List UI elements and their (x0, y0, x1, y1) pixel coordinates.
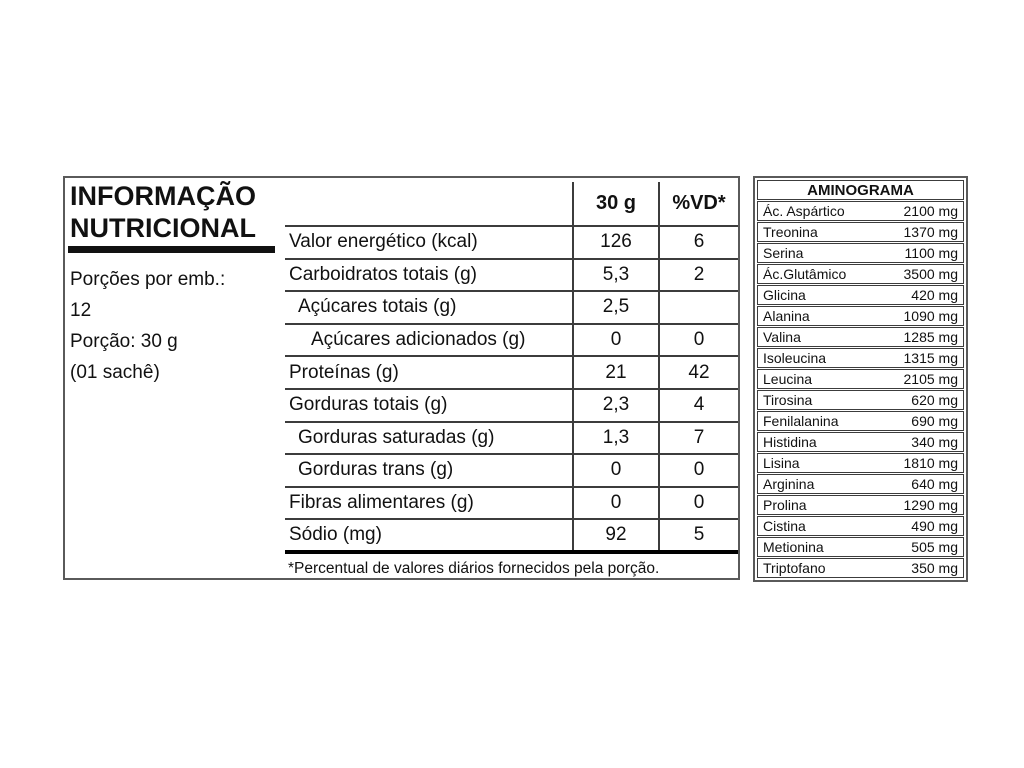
nutrient-amount: 2,3 (573, 389, 659, 422)
nutrient-dv: 5 (659, 519, 738, 552)
nutrient-label: Gorduras trans (g) (285, 454, 573, 487)
table-row (285, 422, 738, 455)
list-item (757, 411, 964, 431)
amino-acid-amount: 2105 mg (903, 371, 958, 387)
list-item (757, 558, 964, 578)
nutrient-label: Sódio (mg) (285, 519, 573, 552)
servings-per-package-label: Porções por emb.: (70, 269, 226, 290)
amino-acid-name: Valina (763, 329, 801, 345)
list-item (757, 243, 964, 263)
amino-acid-name: Histidina (763, 434, 817, 450)
amino-acid-name: Tirosina (763, 392, 813, 408)
nutrient-dv: 42 (659, 356, 738, 389)
amino-acid-amount: 340 mg (911, 434, 958, 450)
amino-acid-name: Ác. Aspártico (763, 203, 845, 219)
amino-acid-name: Triptofano (763, 560, 826, 576)
amino-acid-name: Serina (763, 245, 804, 261)
daily-value-footnote: *Percentual de valores diários fornecidos pela porção. (288, 560, 660, 577)
nutrient-label: Gorduras saturadas (g) (285, 422, 573, 455)
nutrient-amount: 2,5 (573, 291, 659, 324)
aminogram-title: AMINOGRAMA (757, 180, 964, 200)
amino-acid-amount: 1100 mg (904, 245, 958, 261)
list-item (757, 348, 964, 368)
nutrition-facts-title: INFORMAÇÃO NUTRICIONAL (70, 181, 256, 243)
amino-acid-amount: 505 mg (911, 539, 958, 555)
nutrient-amount: 1,3 (573, 422, 659, 455)
nutrient-amount: 92 (573, 519, 659, 552)
amino-acid-amount: 1810 mg (903, 455, 958, 471)
portion-note: (01 sachê) (70, 362, 160, 383)
nutrient-amount: 0 (573, 487, 659, 520)
nutrient-label: Fibras alimentares (g) (285, 487, 573, 520)
amino-acid-amount: 620 mg (911, 392, 958, 408)
servings-per-package-value: 12 (70, 300, 92, 321)
list-item (757, 264, 964, 284)
table-row (285, 519, 738, 552)
nutrient-amount: 0 (573, 454, 659, 487)
nutrient-dv (659, 291, 738, 324)
amino-acid-amount: 1370 mg (903, 224, 958, 240)
table-row (285, 291, 738, 324)
list-item (757, 516, 964, 536)
table-row (285, 259, 738, 292)
nutrient-dv: 0 (659, 487, 738, 520)
amino-acid-amount: 1290 mg (903, 497, 958, 513)
amino-acid-amount: 1285 mg (903, 329, 958, 345)
nutrition-table (285, 182, 738, 554)
list-item (757, 495, 964, 515)
list-item (757, 537, 964, 557)
amino-acid-amount: 490 mg (911, 518, 958, 534)
nutrient-dv: 6 (659, 226, 738, 259)
amino-acid-amount: 420 mg (911, 287, 958, 303)
amino-acid-name: Isoleucina (763, 350, 827, 366)
nutrient-label: Açúcares totais (g) (285, 291, 573, 324)
table-row (285, 487, 738, 520)
amino-acid-name: Alanina (763, 308, 810, 324)
nutrient-dv: 4 (659, 389, 738, 422)
amino-acid-amount: 640 mg (911, 476, 958, 492)
nutrient-amount: 0 (573, 324, 659, 357)
amino-acid-name: Ác.Glutâmico (763, 266, 847, 282)
table-row (285, 324, 738, 357)
portion-size: Porção: 30 g (70, 331, 178, 352)
nutrient-label: Açúcares adicionados (g) (285, 324, 573, 357)
table-row (285, 356, 738, 389)
amino-acid-name: Cistina (763, 518, 806, 534)
amino-acid-amount: 1315 mg (903, 350, 958, 366)
table-row (285, 454, 738, 487)
nutrition-table-header-row (285, 182, 738, 226)
nutrient-label: Valor energético (kcal) (285, 226, 573, 259)
nutrient-dv: 0 (659, 324, 738, 357)
package-info (70, 264, 225, 388)
list-item (757, 369, 964, 389)
amino-acid-name: Leucina (763, 371, 813, 387)
header-dv-column: %VD* (659, 182, 738, 226)
amino-acid-name: Fenilalanina (763, 413, 839, 429)
amino-acid-name: Arginina (763, 476, 815, 492)
nutrition-facts-panel (63, 176, 740, 580)
nutrient-dv: 2 (659, 259, 738, 292)
table-row (285, 389, 738, 422)
amino-acid-amount: 350 mg (911, 560, 958, 576)
list-item (757, 474, 964, 494)
list-item (757, 306, 964, 326)
amino-acid-amount: 1090 mg (903, 308, 958, 324)
nutrient-dv: 0 (659, 454, 738, 487)
nutrient-amount: 21 (573, 356, 659, 389)
header-amount-column: 30 g (573, 182, 659, 226)
nutrient-label: Proteínas (g) (285, 356, 573, 389)
list-item (757, 222, 964, 242)
nutrient-dv: 7 (659, 422, 738, 455)
amino-acid-name: Lisina (763, 455, 800, 471)
amino-acid-amount: 690 mg (911, 413, 958, 429)
aminogram-panel (753, 176, 968, 582)
amino-acid-amount: 2100 mg (903, 203, 958, 219)
amino-acid-name: Prolina (763, 497, 807, 513)
nutrient-amount: 5,3 (573, 259, 659, 292)
list-item (757, 453, 964, 473)
amino-acid-amount: 3500 mg (903, 266, 958, 282)
nutrient-label: Gorduras totais (g) (285, 389, 573, 422)
list-item (757, 201, 964, 221)
table-row (285, 226, 738, 259)
list-item (757, 327, 964, 347)
amino-acid-name: Glicina (763, 287, 806, 303)
list-item (757, 390, 964, 410)
list-item (757, 285, 964, 305)
header-nutrient-blank (285, 182, 573, 226)
amino-acid-name: Treonina (763, 224, 818, 240)
nutrient-amount: 126 (573, 226, 659, 259)
amino-acid-name: Metionina (763, 539, 824, 555)
nutrient-label: Carboidratos totais (g) (285, 259, 573, 292)
title-underline-bar (68, 246, 275, 253)
list-item (757, 432, 964, 452)
